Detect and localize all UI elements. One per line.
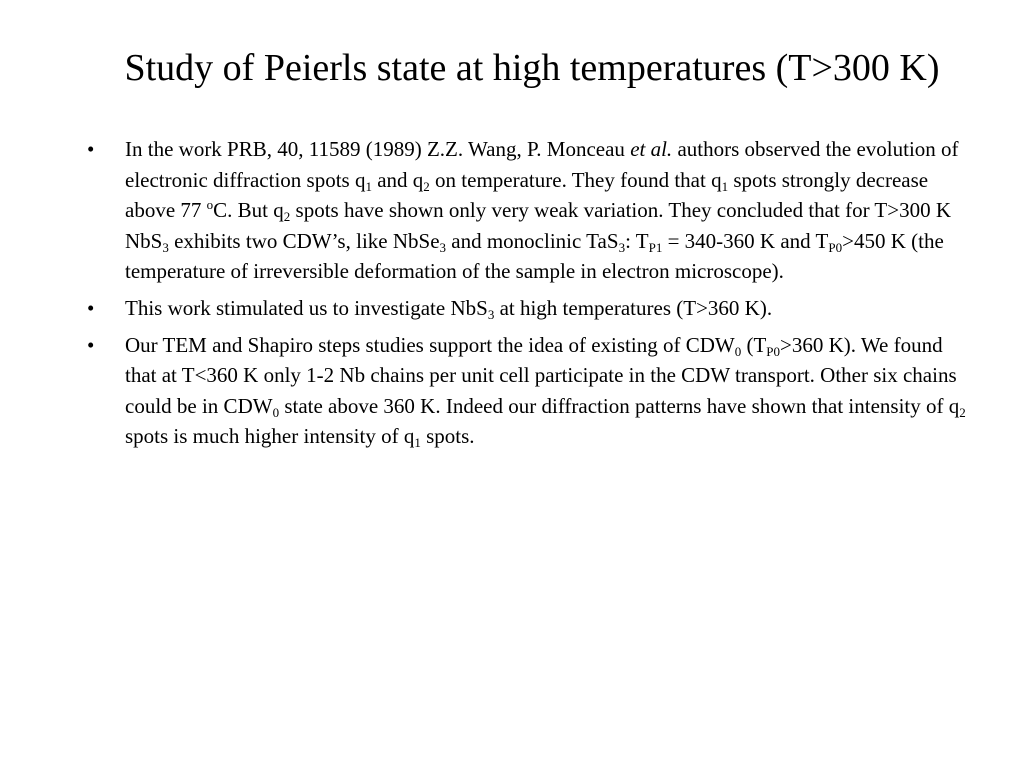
text-segment: on temperature. They found that q <box>429 167 722 192</box>
bullet-marker: • <box>87 332 95 357</box>
bullet-list <box>87 134 977 458</box>
text-segment: (T <box>741 332 767 357</box>
text-segment: spots strongly decrease above 77 <box>125 167 929 223</box>
text-segment: >450 K (the temperature of irreversible deformation of the sample in electron microscope). <box>125 228 944 284</box>
bullet-2-text <box>125 296 772 320</box>
text-segment: >360 K). We found that at T<360 K only 1-2 Nb chains per unit cell participate in the CDW transport. Other six chains could be in CDW <box>125 332 957 418</box>
subscript: 3 <box>618 239 626 255</box>
text-segment: = 340-360 K and T <box>662 228 829 253</box>
subscript: 3 <box>487 306 495 322</box>
text-segment: : T <box>625 228 649 253</box>
slide-title: Study of Peierls state at high temperatures (T>300 K) <box>124 47 940 89</box>
text-segment: spots. <box>420 424 475 449</box>
text-segment: spots have shown only very weak variation. They concluded that for T>300 K NbS <box>125 198 952 253</box>
subscript: 2 <box>423 178 430 194</box>
subscript: 1 <box>414 435 421 451</box>
text-segment: authors observed the evolution of electronic diffraction spots q <box>125 137 959 192</box>
text-segment: In the work PRB, 40, 11589 (1989) Z.Z. Wang, P. Monceau <box>125 137 631 161</box>
bullet-item-3 <box>87 330 977 452</box>
subscript: 2 <box>959 404 966 420</box>
subscript: 3 <box>439 239 447 255</box>
subscript: 0 <box>734 343 742 359</box>
text-segment: This work stimulated us to investigate NbS <box>125 295 488 320</box>
text-segment: state above 360 K. Indeed our diffraction patterns have shown that intensity of q <box>279 393 960 418</box>
subscript: P1 <box>648 239 663 255</box>
subscript: 1 <box>721 178 729 194</box>
subscript: 1 <box>365 178 372 194</box>
superscript: o <box>206 197 214 213</box>
subscript: 3 <box>162 239 169 255</box>
text-segment: C. But q <box>213 198 284 223</box>
italic-text: et al. <box>630 137 673 161</box>
text-segment: at high temperatures (T>360 K). <box>494 295 773 320</box>
text-segment: exhibits two CDW’s, like NbSe <box>168 228 440 253</box>
text-segment: and monoclinic TaS <box>446 228 619 253</box>
subscript: 0 <box>272 404 280 420</box>
subscript: 2 <box>283 209 291 225</box>
subscript: P0 <box>766 343 781 359</box>
text-segment: spots is much higher intensity of q <box>125 424 415 449</box>
text-segment: Our TEM and Shapiro steps studies support the idea of existing of CDW <box>125 332 735 357</box>
text-segment: and q <box>371 167 424 192</box>
bullet-item-2 <box>87 293 977 324</box>
bullet-marker: • <box>87 295 95 320</box>
subscript: P0 <box>828 239 843 255</box>
bullet-3-text <box>125 333 966 449</box>
bullet-item-1 <box>87 134 977 287</box>
bullet-1-text <box>125 137 959 283</box>
bullet-marker: • <box>87 137 95 161</box>
